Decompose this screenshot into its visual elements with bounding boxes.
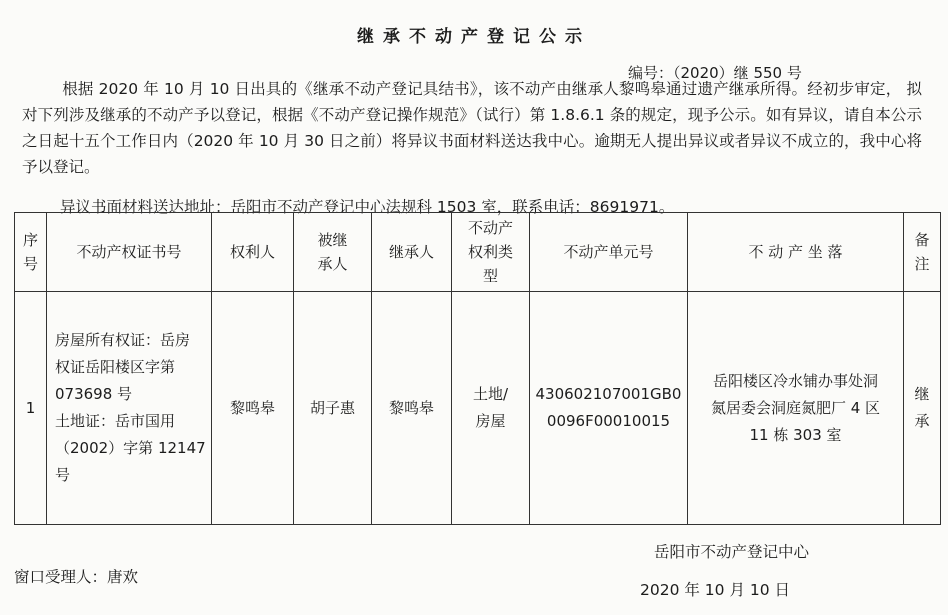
table-row	[15, 292, 941, 525]
cell-location: 岳阳楼区冷水铺办事处洞 氮居委会洞庭氮肥厂 4 区 11 栋 303 室	[688, 292, 904, 525]
page-title: 继承不动产登记公示	[357, 27, 591, 47]
header-right-type: 不动产 权利类 型	[452, 213, 530, 292]
window-clerk: 窗口受理人：唐欢	[14, 568, 139, 586]
header-certificate: 不动产权证书号	[47, 213, 212, 292]
cell-deceased: 胡子惠	[294, 292, 372, 525]
header-owner: 权利人	[212, 213, 294, 292]
document-number: 编号：（2020）继 550 号	[628, 64, 802, 82]
header-location: 不 动 产 坐 落	[688, 213, 904, 292]
issue-date: 2020 年 10 月 10 日	[640, 581, 791, 599]
table-header-row	[15, 213, 941, 292]
cell-right-type: 土地/ 房屋	[452, 292, 530, 525]
issuing-organization: 岳阳市不动产登记中心	[654, 543, 810, 561]
notice-paragraph	[22, 76, 922, 180]
header-seq: 序 号	[15, 213, 47, 292]
registration-table	[14, 212, 941, 525]
cell-remark: 继 承	[904, 292, 941, 525]
header-remark: 备 注	[904, 213, 941, 292]
cell-certificate: 房屋所有权证：岳房 权证岳阳楼区字第 073698 号 土地证：岳市国用 （2002）字第 12147 号	[47, 292, 212, 525]
cell-unit-number: 430602107001GB0 0096F00010015	[530, 292, 688, 525]
cell-owner: 黎鸣皋	[212, 292, 294, 525]
header-heir: 继承人	[372, 213, 452, 292]
header-unit-number: 不动产单元号	[530, 213, 688, 292]
objection-address: 异议书面材料送达地址：岳阳市不动产登记中心法规科 1503 室，联系电话：8691971。	[60, 198, 675, 216]
notice-text: 根据 2020 年 10 月 10 日出具的《继承不动产登记具结书》，该不动产由继承人黎鸣皋通过遗产继承所得。经初步审定， 拟对下列涉及继承的不动产予以登记，根据《不动产登记操作规范》（试行）第 1.8.6.1 条的规定，现予公示。如有异议，请自本公示之日起十五个工作日内（2020 年 10 月 30 日之前）将异议书面材料送达我中心。逾期无人提出异议或者异议不成立的，我中心将予以登记。	[22, 80, 922, 176]
header-deceased: 被继 承人	[294, 213, 372, 292]
cell-heir: 黎鸣皋	[372, 292, 452, 525]
cell-seq: 1	[15, 292, 47, 525]
